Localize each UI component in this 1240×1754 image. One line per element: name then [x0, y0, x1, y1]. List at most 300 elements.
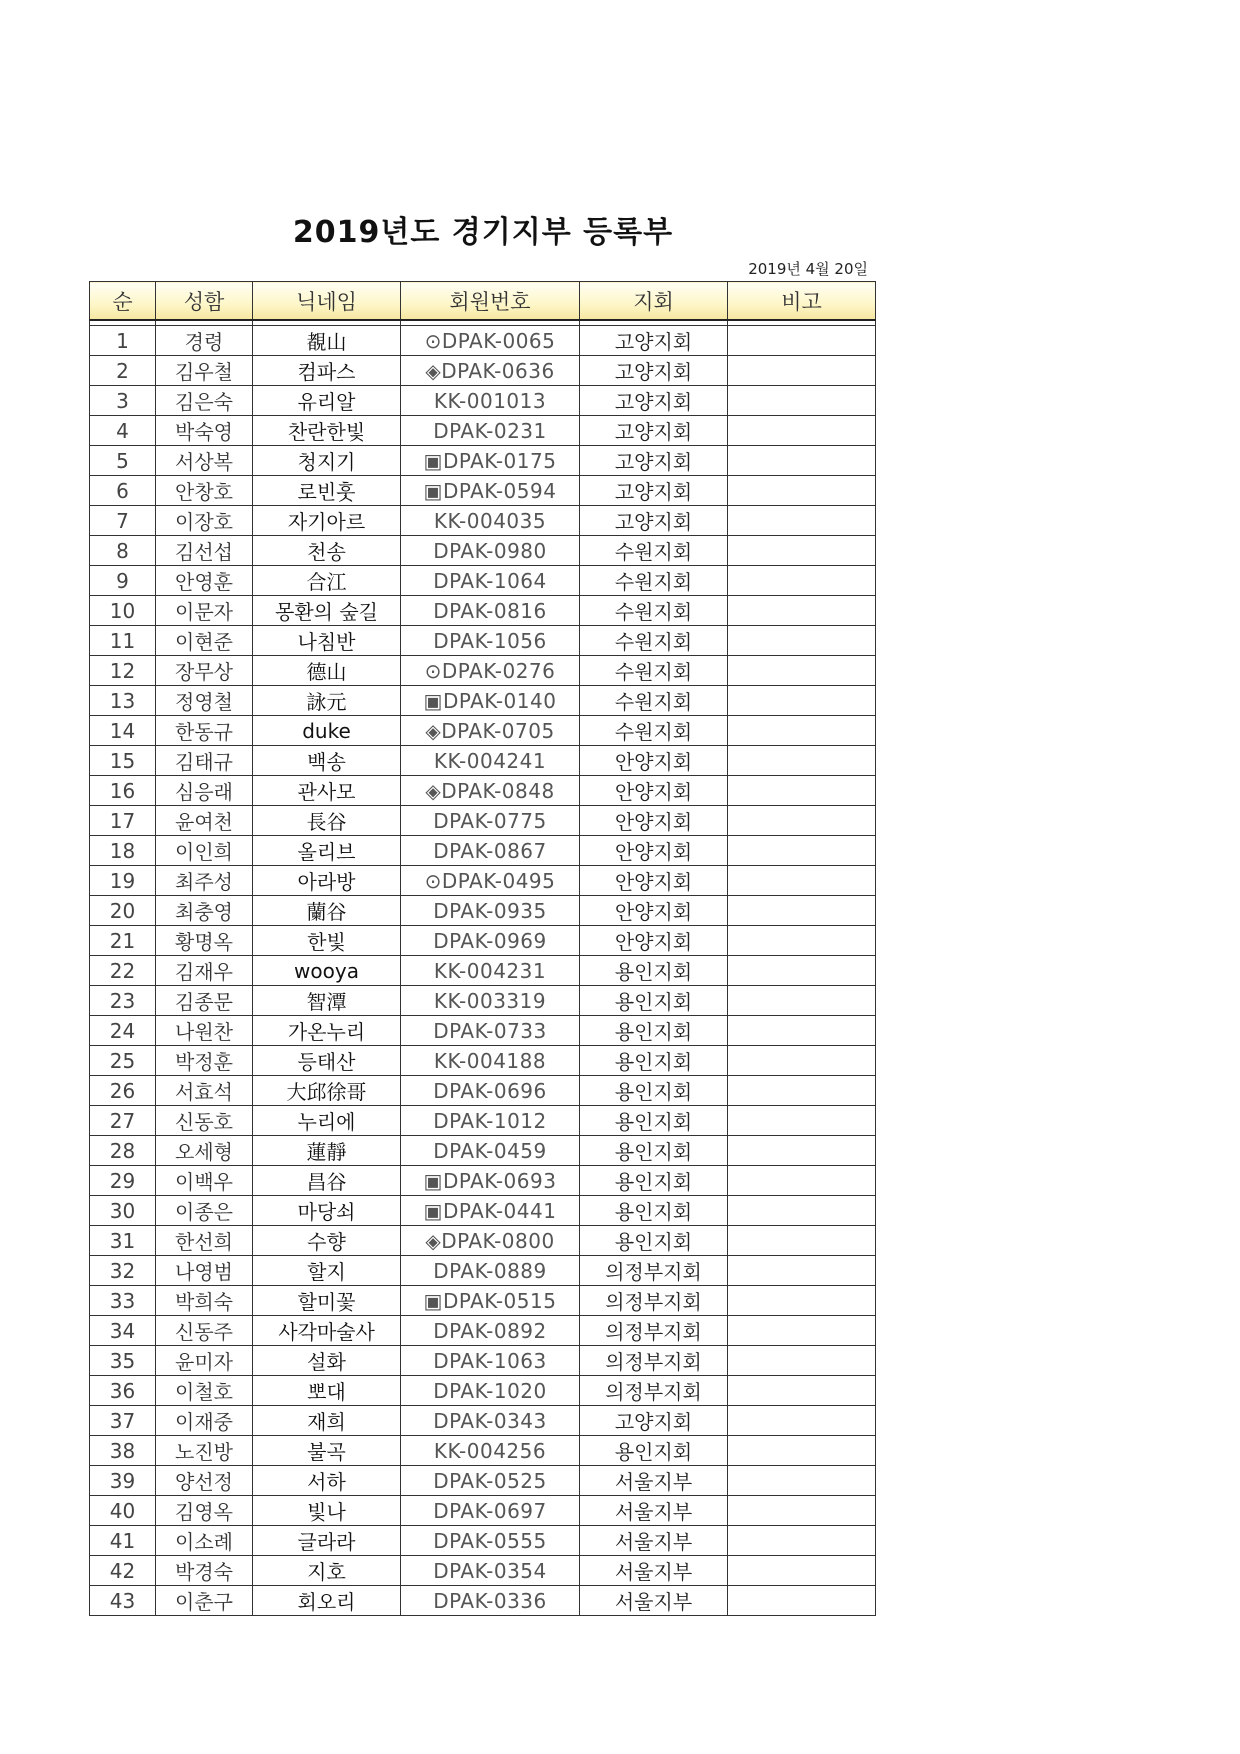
table-row [90, 1346, 876, 1376]
member-id: DPAK-1064 [401, 566, 580, 596]
member-name: 한선희 [156, 1226, 253, 1256]
member-name: 이소례 [156, 1526, 253, 1556]
row-number: 16 [90, 776, 156, 806]
member-branch: 고양지회 [580, 506, 728, 536]
table-row [90, 626, 876, 656]
row-number: 40 [90, 1496, 156, 1526]
member-branch: 용인지회 [580, 1046, 728, 1076]
member-remarks [728, 1016, 876, 1046]
member-nickname: 관사모 [253, 776, 401, 806]
member-remarks [728, 1196, 876, 1226]
member-branch: 고양지회 [580, 356, 728, 386]
table-row [90, 986, 876, 1016]
member-nickname: 한빛 [253, 926, 401, 956]
member-branch: 고양지회 [580, 326, 728, 356]
member-nickname: 글라라 [253, 1526, 401, 1556]
member-id: DPAK-0696 [401, 1076, 580, 1106]
member-remarks [728, 1526, 876, 1556]
member-nickname: 나침반 [253, 626, 401, 656]
member-id: DPAK-0775 [401, 806, 580, 836]
table-row [90, 1406, 876, 1436]
member-id: DPAK-0867 [401, 836, 580, 866]
registration-table [89, 281, 876, 1616]
col-header-name: 성함 [156, 282, 253, 321]
member-id: KK-004035 [401, 506, 580, 536]
member-id: ▣DPAK-0140 [401, 686, 580, 716]
member-branch: 용인지회 [580, 1016, 728, 1046]
member-nickname: 가온누리 [253, 1016, 401, 1046]
member-remarks [728, 1046, 876, 1076]
row-number: 26 [90, 1076, 156, 1106]
member-nickname: 천송 [253, 536, 401, 566]
member-remarks [728, 1106, 876, 1136]
table-row [90, 1316, 876, 1346]
member-nickname: 올리브 [253, 836, 401, 866]
member-name: 나영범 [156, 1256, 253, 1286]
member-nickname: 아라방 [253, 866, 401, 896]
member-name: 이인희 [156, 836, 253, 866]
table-row [90, 1106, 876, 1136]
member-remarks [728, 836, 876, 866]
row-number: 43 [90, 1586, 156, 1616]
col-header-nickname: 닉네임 [253, 282, 401, 321]
row-number: 30 [90, 1196, 156, 1226]
member-id: ◈DPAK-0848 [401, 776, 580, 806]
col-header-remarks: 비고 [728, 282, 876, 321]
member-nickname: 설화 [253, 1346, 401, 1376]
member-id: ◈DPAK-0800 [401, 1226, 580, 1256]
row-number: 18 [90, 836, 156, 866]
member-branch: 고양지회 [580, 386, 728, 416]
member-id: DPAK-0892 [401, 1316, 580, 1346]
row-number: 20 [90, 896, 156, 926]
member-name: 신동주 [156, 1316, 253, 1346]
member-branch: 안양지회 [580, 836, 728, 866]
member-name: 김종문 [156, 986, 253, 1016]
table-row [90, 866, 876, 896]
member-id: ▣DPAK-0594 [401, 476, 580, 506]
row-number: 21 [90, 926, 156, 956]
member-name: 노진방 [156, 1436, 253, 1466]
member-remarks [728, 596, 876, 626]
member-id: DPAK-1063 [401, 1346, 580, 1376]
table-row [90, 806, 876, 836]
member-name: 정영철 [156, 686, 253, 716]
member-remarks [728, 1376, 876, 1406]
member-id: DPAK-0889 [401, 1256, 580, 1286]
member-remarks [728, 506, 876, 536]
table-row [90, 326, 876, 356]
table-row [90, 926, 876, 956]
member-branch: 의정부지회 [580, 1286, 728, 1316]
member-branch: 수원지회 [580, 566, 728, 596]
member-branch: 안양지회 [580, 746, 728, 776]
table-row [90, 386, 876, 416]
member-id: DPAK-0459 [401, 1136, 580, 1166]
col-header-branch: 지회 [580, 282, 728, 321]
row-number: 37 [90, 1406, 156, 1436]
member-remarks [728, 416, 876, 446]
row-number: 4 [90, 416, 156, 446]
member-nickname: 재희 [253, 1406, 401, 1436]
member-remarks [728, 776, 876, 806]
row-number: 1 [90, 326, 156, 356]
row-number: 35 [90, 1346, 156, 1376]
member-remarks [728, 746, 876, 776]
member-name: 서효석 [156, 1076, 253, 1106]
member-nickname: 長谷 [253, 806, 401, 836]
member-branch: 용인지회 [580, 1106, 728, 1136]
row-number: 32 [90, 1256, 156, 1286]
row-number: 19 [90, 866, 156, 896]
table-header [90, 282, 876, 321]
member-branch: 고양지회 [580, 416, 728, 446]
member-nickname: 蘭谷 [253, 896, 401, 926]
member-nickname: 德山 [253, 656, 401, 686]
member-name: 박정훈 [156, 1046, 253, 1076]
member-name: 오세형 [156, 1136, 253, 1166]
member-branch: 고양지회 [580, 446, 728, 476]
member-remarks [728, 476, 876, 506]
table-row [90, 596, 876, 626]
row-number: 3 [90, 386, 156, 416]
member-branch: 고양지회 [580, 1406, 728, 1436]
member-remarks [728, 356, 876, 386]
header-row [90, 282, 876, 321]
table-row [90, 1586, 876, 1616]
member-id: ⊙DPAK-0276 [401, 656, 580, 686]
member-branch: 의정부지회 [580, 1376, 728, 1406]
row-number: 22 [90, 956, 156, 986]
member-id: DPAK-0354 [401, 1556, 580, 1586]
table-body [90, 320, 876, 1616]
table-row [90, 896, 876, 926]
member-id: KK-003319 [401, 986, 580, 1016]
member-id: DPAK-1056 [401, 626, 580, 656]
row-number: 25 [90, 1046, 156, 1076]
col-header-member-id: 회원번호 [401, 282, 580, 321]
table-row [90, 1466, 876, 1496]
member-remarks [728, 1256, 876, 1286]
member-branch: 수원지회 [580, 716, 728, 746]
member-branch: 수원지회 [580, 686, 728, 716]
member-id: ▣DPAK-0175 [401, 446, 580, 476]
member-name: 이종은 [156, 1196, 253, 1226]
member-id: DPAK-0525 [401, 1466, 580, 1496]
member-branch: 서울지부 [580, 1556, 728, 1586]
member-nickname: 蓮靜 [253, 1136, 401, 1166]
member-nickname: 智潭 [253, 986, 401, 1016]
member-remarks [728, 806, 876, 836]
row-number: 38 [90, 1436, 156, 1466]
member-remarks [728, 326, 876, 356]
member-name: 김우철 [156, 356, 253, 386]
member-name: 이철호 [156, 1376, 253, 1406]
table-row [90, 656, 876, 686]
member-remarks [728, 1136, 876, 1166]
member-id: DPAK-1012 [401, 1106, 580, 1136]
member-id: KK-004256 [401, 1436, 580, 1466]
member-name: 황명옥 [156, 926, 253, 956]
member-remarks [728, 1226, 876, 1256]
member-name: 김선섭 [156, 536, 253, 566]
member-name: 이장호 [156, 506, 253, 536]
member-id: DPAK-0697 [401, 1496, 580, 1526]
member-name: 윤미자 [156, 1346, 253, 1376]
row-number: 39 [90, 1466, 156, 1496]
member-remarks [728, 866, 876, 896]
registration-date: 2019년 4월 20일 [748, 260, 868, 278]
row-number: 28 [90, 1136, 156, 1166]
member-branch: 용인지회 [580, 956, 728, 986]
member-branch: 서울지부 [580, 1496, 728, 1526]
table-row [90, 1046, 876, 1076]
table-row [90, 1496, 876, 1526]
member-branch: 용인지회 [580, 1436, 728, 1466]
row-number: 7 [90, 506, 156, 536]
table-row [90, 1256, 876, 1286]
member-branch: 의정부지회 [580, 1316, 728, 1346]
member-nickname: 자기아르 [253, 506, 401, 536]
member-remarks [728, 986, 876, 1016]
table-row [90, 1226, 876, 1256]
row-number: 24 [90, 1016, 156, 1046]
member-nickname: 서하 [253, 1466, 401, 1496]
table-row [90, 956, 876, 986]
row-number: 11 [90, 626, 156, 656]
row-number: 42 [90, 1556, 156, 1586]
member-id: KK-001013 [401, 386, 580, 416]
member-remarks [728, 536, 876, 566]
member-id: ◈DPAK-0636 [401, 356, 580, 386]
member-nickname: 昌谷 [253, 1166, 401, 1196]
table-row [90, 1436, 876, 1466]
member-id: DPAK-0816 [401, 596, 580, 626]
member-name: 최주성 [156, 866, 253, 896]
member-name: 이현준 [156, 626, 253, 656]
member-nickname: wooya [253, 956, 401, 986]
member-name: 안영훈 [156, 566, 253, 596]
member-name: 윤여천 [156, 806, 253, 836]
member-nickname: 覩山 [253, 326, 401, 356]
table-row [90, 1136, 876, 1166]
row-number: 23 [90, 986, 156, 1016]
member-nickname: 불곡 [253, 1436, 401, 1466]
member-name: 심응래 [156, 776, 253, 806]
member-name: 김영옥 [156, 1496, 253, 1526]
table-row [90, 836, 876, 866]
table-row [90, 776, 876, 806]
member-nickname: 할지 [253, 1256, 401, 1286]
member-remarks [728, 1166, 876, 1196]
row-number: 33 [90, 1286, 156, 1316]
member-branch: 고양지회 [580, 476, 728, 506]
member-remarks [728, 926, 876, 956]
member-branch: 용인지회 [580, 1076, 728, 1106]
member-branch: 용인지회 [580, 1226, 728, 1256]
table-row [90, 1166, 876, 1196]
member-id: DPAK-0343 [401, 1406, 580, 1436]
table-row [90, 1016, 876, 1046]
member-remarks [728, 386, 876, 416]
member-name: 경령 [156, 326, 253, 356]
member-remarks [728, 1076, 876, 1106]
member-name: 장무상 [156, 656, 253, 686]
member-id: KK-004231 [401, 956, 580, 986]
member-nickname: 지호 [253, 1556, 401, 1586]
member-nickname: 수향 [253, 1226, 401, 1256]
member-branch: 의정부지회 [580, 1346, 728, 1376]
table-row [90, 1286, 876, 1316]
member-remarks [728, 1436, 876, 1466]
member-remarks [728, 716, 876, 746]
col-header-number: 순 [90, 282, 156, 321]
member-name: 박숙영 [156, 416, 253, 446]
member-remarks [728, 1406, 876, 1436]
member-name: 이재중 [156, 1406, 253, 1436]
member-id: KK-004241 [401, 746, 580, 776]
member-nickname: 사각마술사 [253, 1316, 401, 1346]
member-name: 김태규 [156, 746, 253, 776]
member-name: 김재우 [156, 956, 253, 986]
member-id: DPAK-0980 [401, 536, 580, 566]
member-nickname: 할미꽃 [253, 1286, 401, 1316]
member-branch: 안양지회 [580, 776, 728, 806]
member-name: 박희숙 [156, 1286, 253, 1316]
member-remarks [728, 686, 876, 716]
member-name: 최충영 [156, 896, 253, 926]
member-nickname: 몽환의 숲길 [253, 596, 401, 626]
member-nickname: 유리알 [253, 386, 401, 416]
member-branch: 안양지회 [580, 866, 728, 896]
member-branch: 안양지회 [580, 926, 728, 956]
member-nickname: 컴파스 [253, 356, 401, 386]
member-id: DPAK-0231 [401, 416, 580, 446]
member-id: DPAK-0969 [401, 926, 580, 956]
member-nickname: 로빈훗 [253, 476, 401, 506]
member-id: DPAK-1020 [401, 1376, 580, 1406]
member-id: DPAK-0935 [401, 896, 580, 926]
member-nickname: 등태산 [253, 1046, 401, 1076]
member-branch: 서울지부 [580, 1586, 728, 1616]
member-nickname: 詠元 [253, 686, 401, 716]
member-nickname: 백송 [253, 746, 401, 776]
row-number: 15 [90, 746, 156, 776]
member-remarks [728, 1586, 876, 1616]
member-branch: 서울지부 [580, 1526, 728, 1556]
member-branch: 용인지회 [580, 1166, 728, 1196]
member-name: 안창호 [156, 476, 253, 506]
member-nickname: 찬란한빛 [253, 416, 401, 446]
document-title: 2019년도 경기지부 등록부 [292, 215, 674, 250]
member-branch: 수원지회 [580, 626, 728, 656]
member-id: KK-004188 [401, 1046, 580, 1076]
table-row [90, 536, 876, 566]
member-remarks [728, 566, 876, 596]
member-id: DPAK-0336 [401, 1586, 580, 1616]
row-number: 27 [90, 1106, 156, 1136]
table-row [90, 446, 876, 476]
row-number: 9 [90, 566, 156, 596]
table-row [90, 1526, 876, 1556]
member-branch: 수원지회 [580, 536, 728, 566]
row-number: 31 [90, 1226, 156, 1256]
member-id: ◈DPAK-0705 [401, 716, 580, 746]
row-number: 36 [90, 1376, 156, 1406]
member-nickname: 회오리 [253, 1586, 401, 1616]
member-nickname: 빛나 [253, 1496, 401, 1526]
member-remarks [728, 1316, 876, 1346]
row-number: 17 [90, 806, 156, 836]
member-branch: 용인지회 [580, 986, 728, 1016]
row-number: 2 [90, 356, 156, 386]
member-name: 이문자 [156, 596, 253, 626]
member-name: 이백우 [156, 1166, 253, 1196]
member-id: DPAK-0555 [401, 1526, 580, 1556]
table-row [90, 476, 876, 506]
member-nickname: 마당쇠 [253, 1196, 401, 1226]
row-number: 34 [90, 1316, 156, 1346]
member-remarks [728, 1346, 876, 1376]
table-row [90, 716, 876, 746]
member-branch: 용인지회 [580, 1196, 728, 1226]
member-nickname: duke [253, 716, 401, 746]
member-branch: 안양지회 [580, 806, 728, 836]
row-number: 10 [90, 596, 156, 626]
member-nickname: 大邱徐哥 [253, 1076, 401, 1106]
row-number: 29 [90, 1166, 156, 1196]
table-row [90, 506, 876, 536]
member-remarks [728, 896, 876, 926]
row-number: 13 [90, 686, 156, 716]
member-nickname: 合江 [253, 566, 401, 596]
member-branch: 의정부지회 [580, 1256, 728, 1286]
member-id: ▣DPAK-0441 [401, 1196, 580, 1226]
member-nickname: 누리에 [253, 1106, 401, 1136]
member-nickname: 뽀대 [253, 1376, 401, 1406]
table-row [90, 746, 876, 776]
member-name: 나원찬 [156, 1016, 253, 1046]
row-number: 8 [90, 536, 156, 566]
member-name: 박경숙 [156, 1556, 253, 1586]
member-name: 김은숙 [156, 386, 253, 416]
member-name: 서상복 [156, 446, 253, 476]
member-branch: 안양지회 [580, 896, 728, 926]
member-name: 한동규 [156, 716, 253, 746]
member-id: ⊙DPAK-0065 [401, 326, 580, 356]
row-number: 6 [90, 476, 156, 506]
member-branch: 용인지회 [580, 1136, 728, 1166]
member-remarks [728, 1496, 876, 1526]
table-row [90, 1076, 876, 1106]
member-name: 신동호 [156, 1106, 253, 1136]
member-id: ▣DPAK-0515 [401, 1286, 580, 1316]
table-row [90, 1556, 876, 1586]
member-branch: 수원지회 [580, 596, 728, 626]
table-row [90, 566, 876, 596]
row-number: 5 [90, 446, 156, 476]
member-remarks [728, 446, 876, 476]
member-branch: 서울지부 [580, 1466, 728, 1496]
table-row [90, 416, 876, 446]
member-remarks [728, 956, 876, 986]
row-number: 14 [90, 716, 156, 746]
member-remarks [728, 1286, 876, 1316]
member-nickname: 청지기 [253, 446, 401, 476]
member-branch: 수원지회 [580, 656, 728, 686]
member-remarks [728, 1556, 876, 1586]
table-row [90, 1196, 876, 1226]
